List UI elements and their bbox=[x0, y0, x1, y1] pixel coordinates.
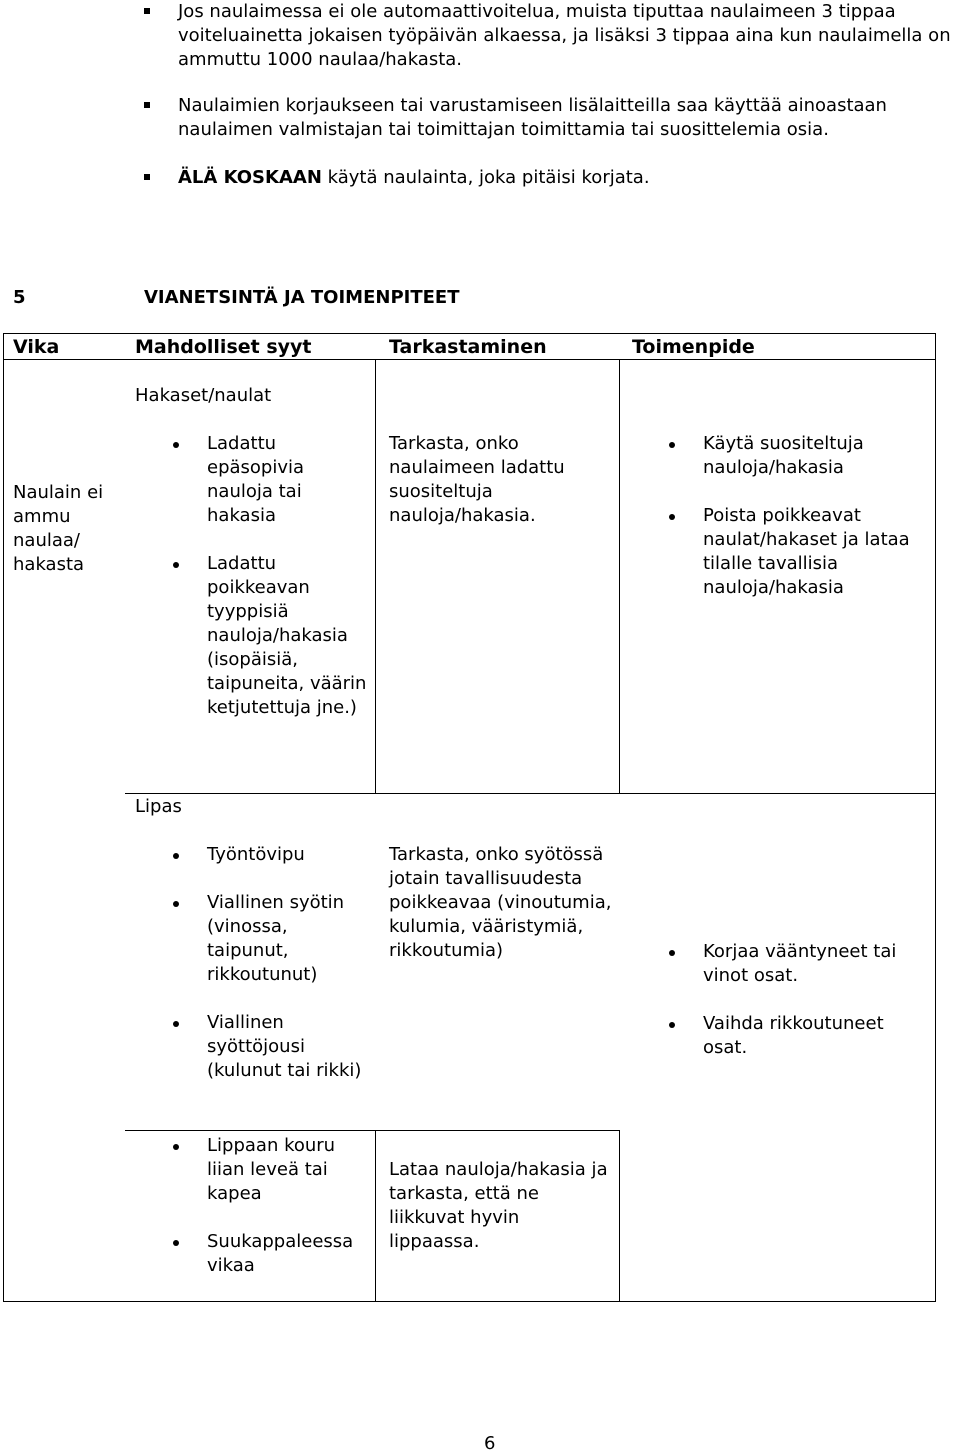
intro-bullet: ÄLÄ KOSKAAN käytä naulainta, joka pitäisi korjata. bbox=[178, 166, 960, 190]
header-vika: Vika bbox=[13, 336, 60, 358]
header-mahdolliset-syyt: Mahdolliset syyt bbox=[135, 336, 312, 358]
cause-item: Viallinen syötin (vinossa, taipunut, rikkoutunut) bbox=[207, 891, 372, 987]
check-text: Tarkasta, onko syötössä jotain tavallisuudesta poikkeavaa (vinoutumia, kulumia, vääristymiä, rikkoutumia) bbox=[389, 844, 612, 961]
intro-bullet: Jos naulaimessa ei ole automaattivoitelua, muista tiputtaa naulaimeen 3 tippaa voiteluainetta jokaisen työpäivän alkaessa, ja lisäksi 3 tippaa aina kun naulaimella on ammuttu 1000 naulaa/hakasta. bbox=[178, 0, 960, 72]
warning-emphasis: ÄLÄ KOSKAAN bbox=[178, 167, 322, 188]
action-list bbox=[703, 432, 928, 600]
round-bullet-icon bbox=[173, 442, 179, 448]
intro-bullet: Naulaimien korjaukseen tai varustamiseen lisälaitteilla saa käyttää ainoastaan naulaimen valmistajan tai toimittajan toimittamia tai suosittelemia osia. bbox=[178, 94, 960, 142]
group-label: Lipas bbox=[135, 796, 182, 817]
round-bullet-icon bbox=[173, 853, 179, 859]
action-list bbox=[703, 940, 928, 1060]
cause-list bbox=[207, 1134, 372, 1278]
cause-item: Viallinen syöttöjousi (kulunut tai rikki) bbox=[207, 1011, 372, 1083]
check-text: Tarkasta, onko naulaimeen ladattu suositeltuja nauloja/hakasia. bbox=[389, 433, 565, 526]
round-bullet-icon bbox=[669, 950, 675, 956]
section-number: 5 bbox=[13, 287, 26, 308]
action-item: Käytä suositeltuja nauloja/hakasia bbox=[703, 432, 928, 480]
round-bullet-icon bbox=[669, 1022, 675, 1028]
cause-item: Lippaan kouru liian leveä tai kapea bbox=[207, 1134, 372, 1206]
section-title: VIANETSINTÄ JA TOIMENPITEET bbox=[144, 287, 460, 308]
round-bullet-icon bbox=[173, 1144, 179, 1150]
cause-list bbox=[207, 432, 372, 720]
action-item: Korjaa vääntyneet tai vinot osat. bbox=[703, 940, 928, 988]
fault-description: Naulain ei ammu naulaa/ hakasta bbox=[13, 482, 104, 575]
square-bullet-icon bbox=[144, 102, 150, 108]
header-toimenpide: Toimenpide bbox=[632, 336, 755, 358]
round-bullet-icon bbox=[173, 901, 179, 907]
round-bullet-icon bbox=[173, 1240, 179, 1246]
round-bullet-icon bbox=[669, 442, 675, 448]
cause-item: Työntövipu bbox=[207, 843, 372, 867]
cause-item: Ladattu poikkeavan tyyppisiä nauloja/hakasia (isopäisiä, taipuneita, väärin ketjutettuja jne.) bbox=[207, 552, 372, 720]
round-bullet-icon bbox=[669, 514, 675, 520]
action-item: Vaihda rikkoutuneet osat. bbox=[703, 1012, 928, 1060]
action-item: Poista poikkeavat naulat/hakaset ja lataa tilalle tavallisia nauloja/hakasia bbox=[703, 504, 928, 600]
round-bullet-icon bbox=[173, 1021, 179, 1027]
check-text: Lataa nauloja/hakasia ja tarkasta, että ne liikkuvat hyvin lippaassa. bbox=[389, 1159, 608, 1252]
page-number: 6 bbox=[484, 1433, 496, 1454]
round-bullet-icon bbox=[173, 562, 179, 568]
group-label: Hakaset/naulat bbox=[135, 385, 272, 406]
square-bullet-icon bbox=[144, 174, 150, 180]
cause-list bbox=[207, 843, 372, 1083]
header-tarkastaminen: Tarkastaminen bbox=[389, 336, 547, 358]
cause-item: Suukappaleessa vikaa bbox=[207, 1230, 372, 1278]
square-bullet-icon bbox=[144, 8, 150, 14]
cause-item: Ladattu epäsopivia nauloja tai hakasia bbox=[207, 432, 372, 528]
